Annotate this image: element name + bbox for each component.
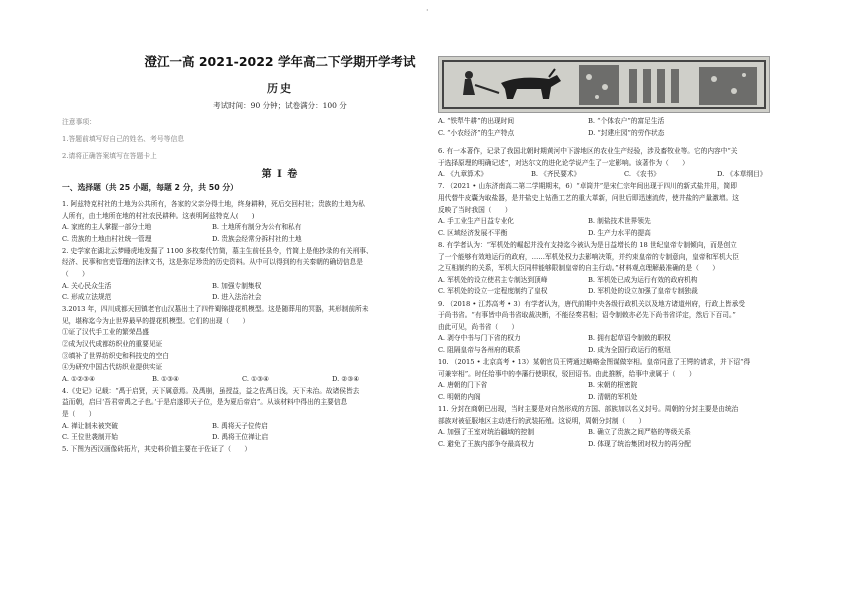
answer-option: A. 军机处的设立使君主专制达到顶峰: [438, 275, 548, 284]
question-block: [438, 404, 810, 450]
answer-option: C. 阻隔皇帝与各州府的联系: [438, 345, 521, 354]
question-text: 见，堪称迄今为止世界最早的提花机模型。它们的出现（ ）: [62, 316, 250, 325]
question-text: 可兼宰相”。时任给事中的李藩行使职权，驳回诏书。由此推断，给事中隶属于（ ）: [438, 369, 696, 378]
question-block: [438, 181, 810, 239]
option-row: [438, 286, 810, 298]
option-row: [62, 222, 422, 234]
answer-option: C. 明朝的内阁: [438, 392, 481, 401]
question-text: 是（ ）: [62, 409, 96, 418]
exam-meta: 考试时间：90 分钟；试卷满分：100 分: [213, 101, 347, 110]
option-row: [438, 380, 810, 392]
question-text: 经济、民事和官吏管理的法律文书，这是弥足珍贵的历史资料。从中可以得到的有关秦朝的确切信息是: [62, 258, 363, 267]
answer-option: A. 《九章算术》: [438, 170, 488, 179]
question-block: [62, 199, 422, 245]
option-row: [438, 427, 810, 439]
answer-option: C. 王位世袭制开始: [62, 433, 118, 442]
answer-option: C. 形成立法规范: [62, 293, 112, 302]
section-title: 第 I 卷: [261, 169, 299, 180]
answer-option: B. ①③④: [152, 374, 180, 383]
answer-option: A. 手工业生产日益专业化: [438, 217, 514, 226]
question-text: ①证了汉代手工业的繁荣昌盛: [62, 328, 149, 337]
question-block: [438, 299, 810, 357]
page-dot: ·: [426, 6, 429, 15]
notes-line: 1.答题前填写好自己的姓名、考号等信息: [62, 135, 185, 143]
question-text: 3.2013 年，四川成都天回镇老官山汉墓出土了四件蜀锦提花机模型。这是随葬用的冥器，其形制前所未: [62, 305, 369, 314]
option-row: [62, 374, 422, 386]
question-text: 4.《史记》记载：“禹于启贤，天下属意焉。及禹崩，虽授益，益之佐禹日浅，天下未治。故诸侯皆去: [62, 386, 360, 395]
question-text: 益而朝，启曰‘吾君帝禹之子也。’于是启遂即天子位，是为夏后帝启”。从该材料中得出的主要信息: [62, 398, 348, 407]
answer-option: B. 军机处已成为运行有效的政府机构: [588, 275, 698, 284]
answer-option: D. 成为全国行政运行的枢纽: [588, 345, 671, 354]
question-block: [438, 240, 810, 298]
answer-option: B. 制盐技术世界领先: [588, 217, 651, 226]
question-text: ④为研究中国古代纺织业提供实证: [62, 363, 163, 372]
answer-option: B. 加强专制集权: [212, 281, 262, 290]
subject-title: 历史: [267, 82, 293, 95]
question-text: 于尚书省。“有事皆申尚书省取裁决断，不能径奏君相；诏令制敕亦必先下尚书省详定，然后下百司。”: [438, 311, 736, 320]
answer-option: C. “小农经济”的生产特点: [438, 128, 515, 137]
option-row: [438, 275, 810, 287]
answer-option: A. 家庭的主人掌握一部分土地: [62, 223, 152, 232]
question-text: ②成为汉代成都纺织业的重要见证: [62, 339, 163, 348]
notes-block: [62, 114, 184, 165]
answer-option: D. 《本草纲目》: [717, 170, 767, 179]
option-row: [62, 421, 422, 433]
option-row: [438, 216, 810, 228]
option-row: [438, 439, 810, 451]
option-row: [62, 281, 422, 293]
option-row: [438, 128, 810, 140]
question-text: 7. （2021 • 山东济南高二第二学期期末，6）“卓筒井”是宋仁宗年间出现于四川的新式盐井用，简即: [438, 182, 737, 191]
option-row: [438, 116, 810, 128]
answer-option: A. “铁犁牛耕”的出现时间: [438, 117, 515, 125]
answer-option: A. ①②③④: [62, 374, 96, 383]
question-text: 5. 下图为西汉画像砖拓片，其史料价值主要在于佐证了（ ）: [62, 445, 252, 454]
answer-option: B. 禹将天子位传启: [212, 421, 268, 430]
option-row: [438, 392, 810, 404]
question-text: 用代替牛皮囊为取盐器，是井盐史上钻凿工艺的重大革新，问世后即迅速流传，使井盐的产量激增。这: [438, 193, 739, 202]
answer-option: D. 军机处的设立加强了皇帝专制独裁: [588, 287, 698, 296]
answer-option: B. 拥有起草诏令制敕的职权: [588, 334, 671, 343]
option-row: [438, 345, 810, 357]
rubbing-illustration: [439, 57, 769, 112]
question-text: 1. 阿兹特克村社的土地为公共所有，各家的父亲分得土地，终身耕种，死后交回村社；贵族的土地为私: [62, 200, 365, 208]
question-text: 之互相制约的关系，军机大臣同样能够限制皇帝的自主行动。”材料观点理解最准确的是（ ）: [438, 264, 719, 273]
answer-option: C. 军机处的设立一定程度制约了皇权: [438, 287, 548, 296]
answer-option: C. 贵族的土地由村社统一管理: [62, 234, 152, 243]
question-text: 10. （2015 • 北京高考 • 13）某朝官员王锷通过略略金图谋做宰相。皇帝同意了王锷的请求，并下诏“得: [438, 358, 751, 367]
option-row: [438, 169, 810, 181]
question-text: ③填补了世界纺织史和科技史的空白: [62, 351, 169, 360]
question-text: 部族对被征服地区主动进行的武装拓殖。这说明，周朝分封制（ ）: [438, 416, 646, 425]
answer-option: A. 唐朝的门下省: [438, 381, 488, 390]
answer-option: D. 体现了统治集团对权力的再分配: [588, 439, 691, 448]
answer-option: B. 宋朝的枢密院: [588, 381, 638, 390]
answer-option: A. 禅让制未被突破: [62, 421, 118, 430]
option-row: [438, 333, 810, 345]
question-text: （ ）: [62, 269, 89, 278]
question-text: 人所有，由土地所在地的村社农民耕种。这表明阿兹特克人( ): [62, 211, 255, 220]
answer-option: B. 确立了贵族之间严格的等级关系: [588, 428, 691, 437]
answer-option: D. 生产力水平的提高: [588, 228, 651, 237]
answer-option: B. “个体农户”的富足生活: [588, 117, 665, 125]
answer-option: C. 区域经济发展不平衡: [438, 228, 508, 237]
question-text: 11. 分封在商朝已出现，当时主要是对自然形成的方国、部族加以名义封号。周朝的分封主要是由统治: [438, 405, 739, 414]
notes-line: 注意事项：: [62, 118, 96, 126]
q5-options: [438, 116, 810, 139]
answer-option: D. 禹将王位禅让启: [212, 433, 269, 442]
exam-title: 澄江一高 2021-2022 学年高二下学期开学考试: [144, 54, 416, 69]
han-brick-rubbing-image: [438, 56, 770, 113]
answer-option: D. ②③④: [332, 374, 360, 383]
question-block: [438, 146, 810, 181]
answer-option: D. “封建庄园”的劳作状态: [588, 128, 665, 137]
question-text: 2. 史学家在湖北云梦睡虎地发掘了 1100 多枚秦代竹简，墓主生前任县令，竹简上是他抄录的有关刑事、: [62, 246, 373, 255]
question-block: [62, 246, 422, 304]
answer-option: C. 避免了王族内部争夺最高权力: [438, 439, 535, 448]
question-block: [62, 386, 422, 444]
option-row: [62, 234, 422, 246]
question-text: 6. 有一本著作，记录了我国北朝时期黄河中下游地区的农业生产经验，涉及畜牧业等。它的内容中“关: [438, 147, 738, 155]
question-text: 了一个能够有效地运行的政府，……军机处权力去影响决策，并约束皇帝的专制意向，皇帝和军机大臣: [438, 252, 739, 261]
option-row: [62, 292, 422, 304]
answer-option: B. 土地所有制分为公有和私有: [212, 223, 302, 232]
answer-option: C. ①③④: [242, 374, 270, 383]
question-block: [62, 444, 422, 456]
question-block: [438, 357, 810, 403]
question-text: 反映了当时我国（ ）: [438, 205, 512, 214]
answer-option: D. 清朝的军机处: [588, 392, 638, 401]
answer-option: A. 剥夺中书与门下省的权力: [438, 334, 521, 343]
answer-option: D. 进入法治社会: [212, 293, 262, 302]
answer-option: B. 《齐民要术》: [531, 170, 581, 179]
option-row: [438, 228, 810, 240]
answer-option: C. 《农书》: [624, 170, 660, 179]
option-row: [62, 432, 422, 444]
notes-line: 2.请将正确答案填写在答题卡上: [62, 152, 157, 160]
answer-option: A. 关心民众生活: [62, 281, 112, 290]
question-text: 由此可见，尚书省（ ）: [438, 322, 519, 331]
question-text: 9. （2018 • 江苏高考 • 3）有学者认为，唐代前期中央各级行政机关以及地方诸道州府，行政上皆承受: [438, 299, 745, 308]
question-block: [62, 304, 422, 385]
question-text: 8. 有学者认为：“军机处的崛起并没有支持迄今被认为是日益增长的 18 世纪皇帝专制倾向，而是创立: [438, 241, 737, 249]
part-heading: 一、选择题（共 25 小题，每题 2 分，共 50 分）: [62, 183, 238, 192]
answer-option: A. 加强了王室对统治疆域的控制: [438, 428, 535, 437]
question-text: 于选择原理的明确记述”，对达尔文的进化论学说产生了一定影响。该著作为（ ）: [438, 158, 689, 167]
answer-option: D. 贵族会经常分拆村社的土地: [212, 234, 302, 243]
